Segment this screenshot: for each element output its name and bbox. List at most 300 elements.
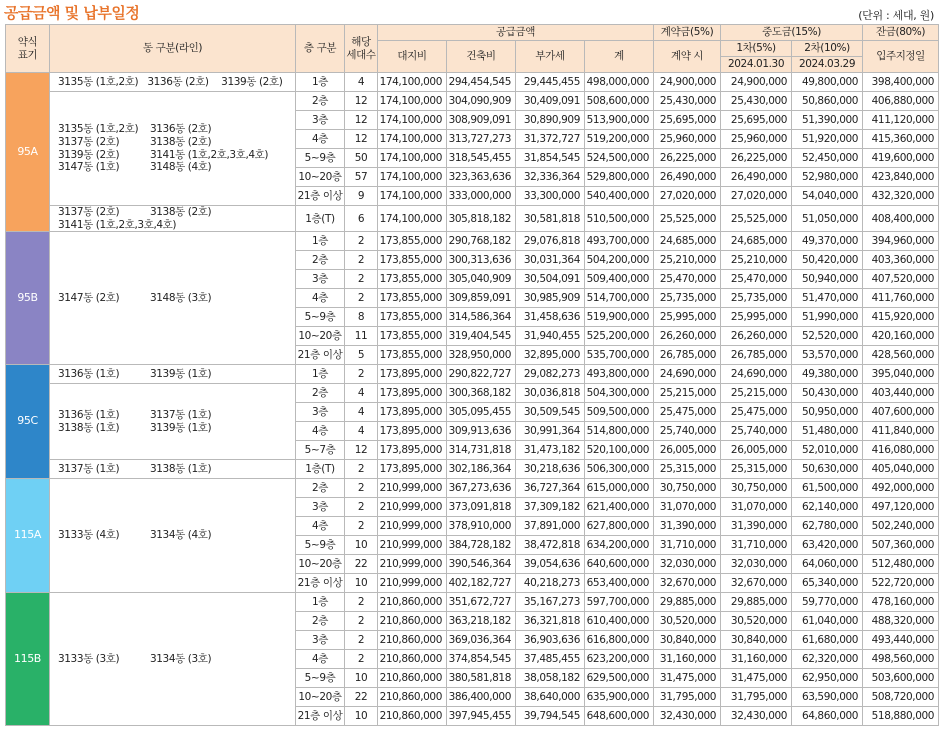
dong-label: 3136동 (1호)	[58, 367, 120, 380]
contract-cell: 25,960,000	[654, 130, 721, 149]
middle1-cell: 30,840,000	[721, 631, 792, 650]
land-cell: 173,855,000	[378, 251, 447, 270]
header-type: 약식 표기	[6, 25, 50, 73]
middle2-cell: 51,990,000	[792, 308, 863, 327]
land-cell: 210,860,000	[378, 631, 447, 650]
dong-label: 3137동 (1호)	[58, 462, 120, 475]
building-cell: 290,822,727	[447, 365, 516, 384]
balance-cell: 512,480,000	[863, 555, 939, 574]
balance-cell: 394,960,000	[863, 232, 939, 251]
table-row	[6, 384, 939, 403]
units-cell: 22	[345, 688, 378, 707]
middle2-cell: 50,950,000	[792, 403, 863, 422]
dong-label: 3147동 (2호)	[58, 291, 120, 304]
contract-cell: 31,390,000	[654, 517, 721, 536]
land-cell: 210,860,000	[378, 593, 447, 612]
building-cell: 373,091,818	[447, 498, 516, 517]
supply-price-table	[5, 24, 939, 726]
dong-label: 3138동 (2호)	[150, 135, 212, 148]
total-cell: 597,700,000	[585, 593, 654, 612]
land-cell: 174,100,000	[378, 149, 447, 168]
floor-cell: 5~7층	[296, 441, 345, 460]
contract-cell: 25,735,000	[654, 289, 721, 308]
contract-cell: 24,900,000	[654, 73, 721, 92]
contract-cell: 32,670,000	[654, 574, 721, 593]
header-building: 건축비	[447, 41, 516, 73]
middle1-cell: 27,020,000	[721, 187, 792, 206]
vat-cell: 37,891,000	[516, 517, 585, 536]
header-floor: 층 구분	[296, 25, 345, 73]
middle1-cell: 24,900,000	[721, 73, 792, 92]
total-cell: 634,200,000	[585, 536, 654, 555]
vat-cell: 39,794,545	[516, 707, 585, 726]
building-cell: 318,545,455	[447, 149, 516, 168]
header-vat: 부가세	[516, 41, 585, 73]
land-cell: 210,860,000	[378, 669, 447, 688]
floor-cell: 21층 이상	[296, 187, 345, 206]
contract-cell: 26,260,000	[654, 327, 721, 346]
dong-label: 3136동 (1호)	[58, 409, 120, 422]
balance-cell: 522,720,000	[863, 574, 939, 593]
dong-label: 3138동 (1호)	[58, 421, 120, 434]
land-cell: 173,855,000	[378, 308, 447, 327]
middle2-cell: 50,430,000	[792, 384, 863, 403]
floor-cell: 10~20층	[296, 555, 345, 574]
dong-cell	[50, 365, 296, 384]
vat-cell: 30,985,909	[516, 289, 585, 308]
units-cell: 2	[345, 498, 378, 517]
middle1-cell: 25,430,000	[721, 92, 792, 111]
middle2-cell: 62,320,000	[792, 650, 863, 669]
units-cell: 2	[345, 270, 378, 289]
land-cell: 210,860,000	[378, 707, 447, 726]
vat-cell: 35,167,273	[516, 593, 585, 612]
header-middle2: 2차(10%)	[792, 41, 863, 57]
units-cell: 4	[345, 403, 378, 422]
total-cell: 514,700,000	[585, 289, 654, 308]
contract-cell: 24,690,000	[654, 365, 721, 384]
floor-cell: 1층(T)	[296, 206, 345, 232]
contract-cell: 31,070,000	[654, 498, 721, 517]
middle2-cell: 63,590,000	[792, 688, 863, 707]
floor-cell: 2층	[296, 384, 345, 403]
building-cell: 363,218,182	[447, 612, 516, 631]
middle1-cell: 24,685,000	[721, 232, 792, 251]
vat-cell: 31,473,182	[516, 441, 585, 460]
vat-cell: 30,890,909	[516, 111, 585, 130]
balance-cell: 415,920,000	[863, 308, 939, 327]
building-cell: 305,818,182	[447, 206, 516, 232]
contract-cell: 26,225,000	[654, 149, 721, 168]
floor-cell: 3층	[296, 403, 345, 422]
units-cell: 10	[345, 707, 378, 726]
land-cell: 210,999,000	[378, 517, 447, 536]
table-row	[6, 92, 939, 111]
building-cell: 328,950,000	[447, 346, 516, 365]
vat-cell: 30,504,091	[516, 270, 585, 289]
floor-cell: 2층	[296, 479, 345, 498]
total-cell: 493,700,000	[585, 232, 654, 251]
vat-cell: 36,321,818	[516, 612, 585, 631]
total-cell: 509,400,000	[585, 270, 654, 289]
floor-cell: 3층	[296, 270, 345, 289]
middle1-cell: 25,960,000	[721, 130, 792, 149]
land-cell: 210,999,000	[378, 574, 447, 593]
land-cell: 210,999,000	[378, 498, 447, 517]
vat-cell: 37,309,182	[516, 498, 585, 517]
balance-cell: 395,040,000	[863, 365, 939, 384]
dong-label: 3137동 (2호)	[58, 135, 120, 148]
header-contract: 계약금(5%)	[654, 25, 721, 41]
building-cell: 390,546,364	[447, 555, 516, 574]
middle1-cell: 30,750,000	[721, 479, 792, 498]
total-cell: 504,200,000	[585, 251, 654, 270]
vat-cell: 38,472,818	[516, 536, 585, 555]
middle1-cell: 26,225,000	[721, 149, 792, 168]
building-cell: 384,728,182	[447, 536, 516, 555]
total-cell: 519,200,000	[585, 130, 654, 149]
header-middle2-date: 2024.03.29	[792, 57, 863, 73]
vat-cell: 40,218,273	[516, 574, 585, 593]
units-cell: 9	[345, 187, 378, 206]
vat-cell: 31,372,727	[516, 130, 585, 149]
floor-cell: 2층	[296, 612, 345, 631]
dong-label: 3141동 (1호,2호,3호,4호)	[150, 148, 269, 161]
table-row	[6, 460, 939, 479]
middle1-cell: 31,160,000	[721, 650, 792, 669]
balance-cell: 498,560,000	[863, 650, 939, 669]
dong-cell	[50, 206, 296, 232]
middle2-cell: 61,500,000	[792, 479, 863, 498]
building-cell: 300,368,182	[447, 384, 516, 403]
vat-cell: 29,082,273	[516, 365, 585, 384]
building-cell: 386,400,000	[447, 688, 516, 707]
building-cell: 333,000,000	[447, 187, 516, 206]
dong-cell	[50, 460, 296, 479]
middle1-cell: 31,795,000	[721, 688, 792, 707]
contract-cell: 25,525,000	[654, 206, 721, 232]
units-cell: 10	[345, 574, 378, 593]
middle2-cell: 50,860,000	[792, 92, 863, 111]
middle1-cell: 31,070,000	[721, 498, 792, 517]
vat-cell: 39,054,636	[516, 555, 585, 574]
middle2-cell: 49,380,000	[792, 365, 863, 384]
middle1-cell: 26,785,000	[721, 346, 792, 365]
units-cell: 8	[345, 308, 378, 327]
middle2-cell: 52,010,000	[792, 441, 863, 460]
contract-cell: 25,430,000	[654, 92, 721, 111]
vat-cell: 30,991,364	[516, 422, 585, 441]
table-row	[6, 479, 939, 498]
middle1-cell: 26,260,000	[721, 327, 792, 346]
units-cell: 2	[345, 650, 378, 669]
balance-cell: 428,560,000	[863, 346, 939, 365]
table-row	[6, 232, 939, 251]
middle2-cell: 52,450,000	[792, 149, 863, 168]
floor-cell: 4층	[296, 289, 345, 308]
vat-cell: 33,300,000	[516, 187, 585, 206]
floor-cell: 4층	[296, 422, 345, 441]
middle2-cell: 51,390,000	[792, 111, 863, 130]
middle2-cell: 53,570,000	[792, 346, 863, 365]
balance-cell: 411,840,000	[863, 422, 939, 441]
balance-cell: 419,600,000	[863, 149, 939, 168]
land-cell: 210,860,000	[378, 612, 447, 631]
middle2-cell: 50,940,000	[792, 270, 863, 289]
building-cell: 380,581,818	[447, 669, 516, 688]
balance-cell: 403,440,000	[863, 384, 939, 403]
floor-cell: 3층	[296, 498, 345, 517]
balance-cell: 416,080,000	[863, 441, 939, 460]
floor-cell: 4층	[296, 130, 345, 149]
vat-cell: 30,409,091	[516, 92, 585, 111]
vat-cell: 38,058,182	[516, 669, 585, 688]
units-cell: 6	[345, 206, 378, 232]
total-cell: 524,500,000	[585, 149, 654, 168]
dong-cell	[50, 232, 296, 365]
total-cell: 493,800,000	[585, 365, 654, 384]
middle1-cell: 25,735,000	[721, 289, 792, 308]
vat-cell: 36,903,636	[516, 631, 585, 650]
floor-cell: 1층(T)	[296, 460, 345, 479]
balance-cell: 407,600,000	[863, 403, 939, 422]
building-cell: 319,404,545	[447, 327, 516, 346]
building-cell: 369,036,364	[447, 631, 516, 650]
building-cell: 323,363,636	[447, 168, 516, 187]
vat-cell: 32,336,364	[516, 168, 585, 187]
dong-label: 3148동 (3호)	[150, 291, 212, 304]
middle2-cell: 50,630,000	[792, 460, 863, 479]
middle2-cell: 49,800,000	[792, 73, 863, 92]
floor-cell: 3층	[296, 111, 345, 130]
header-middle1-date: 2024.01.30	[721, 57, 792, 73]
middle1-cell: 25,475,000	[721, 403, 792, 422]
dong-label: 3141동 (1호,2호,3호,4호)	[58, 218, 177, 231]
dong-label: 3133동 (3호)	[58, 652, 120, 665]
floor-cell: 1층	[296, 73, 345, 92]
contract-cell: 30,750,000	[654, 479, 721, 498]
vat-cell: 30,031,364	[516, 251, 585, 270]
dong-label: 3139동 (1호)	[150, 421, 212, 434]
building-cell: 300,313,636	[447, 251, 516, 270]
floor-cell: 5~9층	[296, 308, 345, 327]
balance-cell: 411,760,000	[863, 289, 939, 308]
type-cell: 95C	[6, 365, 50, 479]
total-cell: 520,100,000	[585, 441, 654, 460]
balance-cell: 478,160,000	[863, 593, 939, 612]
contract-cell: 27,020,000	[654, 187, 721, 206]
building-cell: 309,859,091	[447, 289, 516, 308]
total-cell: 525,200,000	[585, 327, 654, 346]
total-cell: 540,400,000	[585, 187, 654, 206]
floor-cell: 21층 이상	[296, 574, 345, 593]
vat-cell: 30,581,818	[516, 206, 585, 232]
land-cell: 210,999,000	[378, 555, 447, 574]
dong-label: 3133동 (4호)	[58, 529, 120, 542]
contract-cell: 25,215,000	[654, 384, 721, 403]
type-cell: 115A	[6, 479, 50, 593]
contract-cell: 31,475,000	[654, 669, 721, 688]
dong-label: 3137동 (1호)	[150, 409, 212, 422]
total-cell: 621,400,000	[585, 498, 654, 517]
total-cell: 504,300,000	[585, 384, 654, 403]
balance-cell: 492,000,000	[863, 479, 939, 498]
floor-cell: 21층 이상	[296, 346, 345, 365]
table-header	[6, 25, 939, 73]
contract-cell: 26,490,000	[654, 168, 721, 187]
middle1-cell: 30,520,000	[721, 612, 792, 631]
vat-cell: 38,640,000	[516, 688, 585, 707]
units-cell: 2	[345, 631, 378, 650]
middle2-cell: 63,420,000	[792, 536, 863, 555]
units-cell: 2	[345, 517, 378, 536]
units-cell: 2	[345, 593, 378, 612]
middle2-cell: 59,770,000	[792, 593, 863, 612]
contract-cell: 25,995,000	[654, 308, 721, 327]
building-cell: 309,913,636	[447, 422, 516, 441]
dong-cell	[50, 92, 296, 206]
dong-cell	[50, 593, 296, 726]
dong-label: 3139동 (2호)	[221, 75, 283, 88]
land-cell: 173,895,000	[378, 384, 447, 403]
total-cell: 513,900,000	[585, 111, 654, 130]
contract-cell: 25,695,000	[654, 111, 721, 130]
total-cell: 529,800,000	[585, 168, 654, 187]
middle1-cell: 32,670,000	[721, 574, 792, 593]
middle1-cell: 24,690,000	[721, 365, 792, 384]
balance-cell: 398,400,000	[863, 73, 939, 92]
floor-cell: 1층	[296, 232, 345, 251]
floor-cell: 2층	[296, 92, 345, 111]
building-cell: 305,095,455	[447, 403, 516, 422]
middle2-cell: 64,860,000	[792, 707, 863, 726]
balance-cell: 420,160,000	[863, 327, 939, 346]
middle2-cell: 52,980,000	[792, 168, 863, 187]
middle1-cell: 26,490,000	[721, 168, 792, 187]
land-cell: 173,895,000	[378, 460, 447, 479]
building-cell: 290,768,182	[447, 232, 516, 251]
vat-cell: 30,036,818	[516, 384, 585, 403]
middle2-cell: 51,920,000	[792, 130, 863, 149]
contract-cell: 31,795,000	[654, 688, 721, 707]
units-cell: 2	[345, 460, 378, 479]
building-cell: 314,586,364	[447, 308, 516, 327]
units-cell: 2	[345, 232, 378, 251]
middle1-cell: 31,475,000	[721, 669, 792, 688]
total-cell: 519,900,000	[585, 308, 654, 327]
dong-label: 3139동 (2호)	[58, 148, 120, 161]
units-cell: 4	[345, 384, 378, 403]
building-cell: 308,909,091	[447, 111, 516, 130]
building-cell: 374,854,545	[447, 650, 516, 669]
middle1-cell: 25,315,000	[721, 460, 792, 479]
header-dong: 동 구분(라인)	[50, 25, 296, 73]
land-cell: 174,100,000	[378, 111, 447, 130]
contract-cell: 25,210,000	[654, 251, 721, 270]
contract-cell: 25,740,000	[654, 422, 721, 441]
balance-cell: 503,600,000	[863, 669, 939, 688]
middle1-cell: 26,005,000	[721, 441, 792, 460]
balance-cell: 432,320,000	[863, 187, 939, 206]
total-cell: 616,800,000	[585, 631, 654, 650]
middle2-cell: 54,040,000	[792, 187, 863, 206]
land-cell: 210,860,000	[378, 650, 447, 669]
land-cell: 173,855,000	[378, 289, 447, 308]
total-cell: 535,700,000	[585, 346, 654, 365]
middle1-cell: 25,525,000	[721, 206, 792, 232]
balance-cell: 508,720,000	[863, 688, 939, 707]
building-cell: 302,186,364	[447, 460, 516, 479]
header-land: 대지비	[378, 41, 447, 73]
land-cell: 173,855,000	[378, 327, 447, 346]
land-cell: 173,895,000	[378, 403, 447, 422]
table-row	[6, 73, 939, 92]
dong-label: 3136동 (2호)	[150, 123, 212, 136]
balance-cell: 502,240,000	[863, 517, 939, 536]
contract-cell: 30,520,000	[654, 612, 721, 631]
building-cell: 294,454,545	[447, 73, 516, 92]
middle1-cell: 25,695,000	[721, 111, 792, 130]
type-cell: 95A	[6, 73, 50, 232]
dong-label: 3135동 (1호,2호)	[58, 75, 139, 88]
dong-label: 3147동 (1호)	[58, 161, 120, 174]
floor-cell: 5~9층	[296, 536, 345, 555]
total-cell: 653,400,000	[585, 574, 654, 593]
vat-cell: 31,854,545	[516, 149, 585, 168]
type-cell: 95B	[6, 232, 50, 365]
building-cell: 351,672,727	[447, 593, 516, 612]
balance-cell: 415,360,000	[863, 130, 939, 149]
building-cell: 402,182,727	[447, 574, 516, 593]
contract-cell: 24,685,000	[654, 232, 721, 251]
total-cell: 615,000,000	[585, 479, 654, 498]
units-cell: 12	[345, 130, 378, 149]
header-balance: 잔금(80%)	[863, 25, 939, 41]
vat-cell: 31,458,636	[516, 308, 585, 327]
vat-cell: 30,509,545	[516, 403, 585, 422]
vat-cell: 31,940,455	[516, 327, 585, 346]
units-cell: 50	[345, 149, 378, 168]
balance-cell: 408,400,000	[863, 206, 939, 232]
total-cell: 506,300,000	[585, 460, 654, 479]
units-cell: 12	[345, 441, 378, 460]
total-cell: 648,600,000	[585, 707, 654, 726]
floor-cell: 21층 이상	[296, 707, 345, 726]
dong-cell	[50, 479, 296, 593]
building-cell: 305,040,909	[447, 270, 516, 289]
contract-cell: 25,315,000	[654, 460, 721, 479]
units-cell: 4	[345, 422, 378, 441]
table-row	[6, 206, 939, 232]
floor-cell: 4층	[296, 517, 345, 536]
header-balance-sub: 입주지정일	[863, 41, 939, 73]
dong-label: 3138동 (2호)	[150, 206, 212, 218]
header-units: 해당 세대수	[345, 25, 378, 73]
table-row	[6, 365, 939, 384]
header-middle1: 1차(5%)	[721, 41, 792, 57]
building-cell: 378,910,000	[447, 517, 516, 536]
units-cell: 2	[345, 251, 378, 270]
balance-cell: 403,360,000	[863, 251, 939, 270]
header-total: 계	[585, 41, 654, 73]
middle2-cell: 51,480,000	[792, 422, 863, 441]
header-supply: 공급금액	[378, 25, 654, 41]
contract-cell: 32,430,000	[654, 707, 721, 726]
floor-cell: 5~9층	[296, 669, 345, 688]
land-cell: 173,855,000	[378, 346, 447, 365]
middle2-cell: 50,420,000	[792, 251, 863, 270]
vat-cell: 37,485,455	[516, 650, 585, 669]
